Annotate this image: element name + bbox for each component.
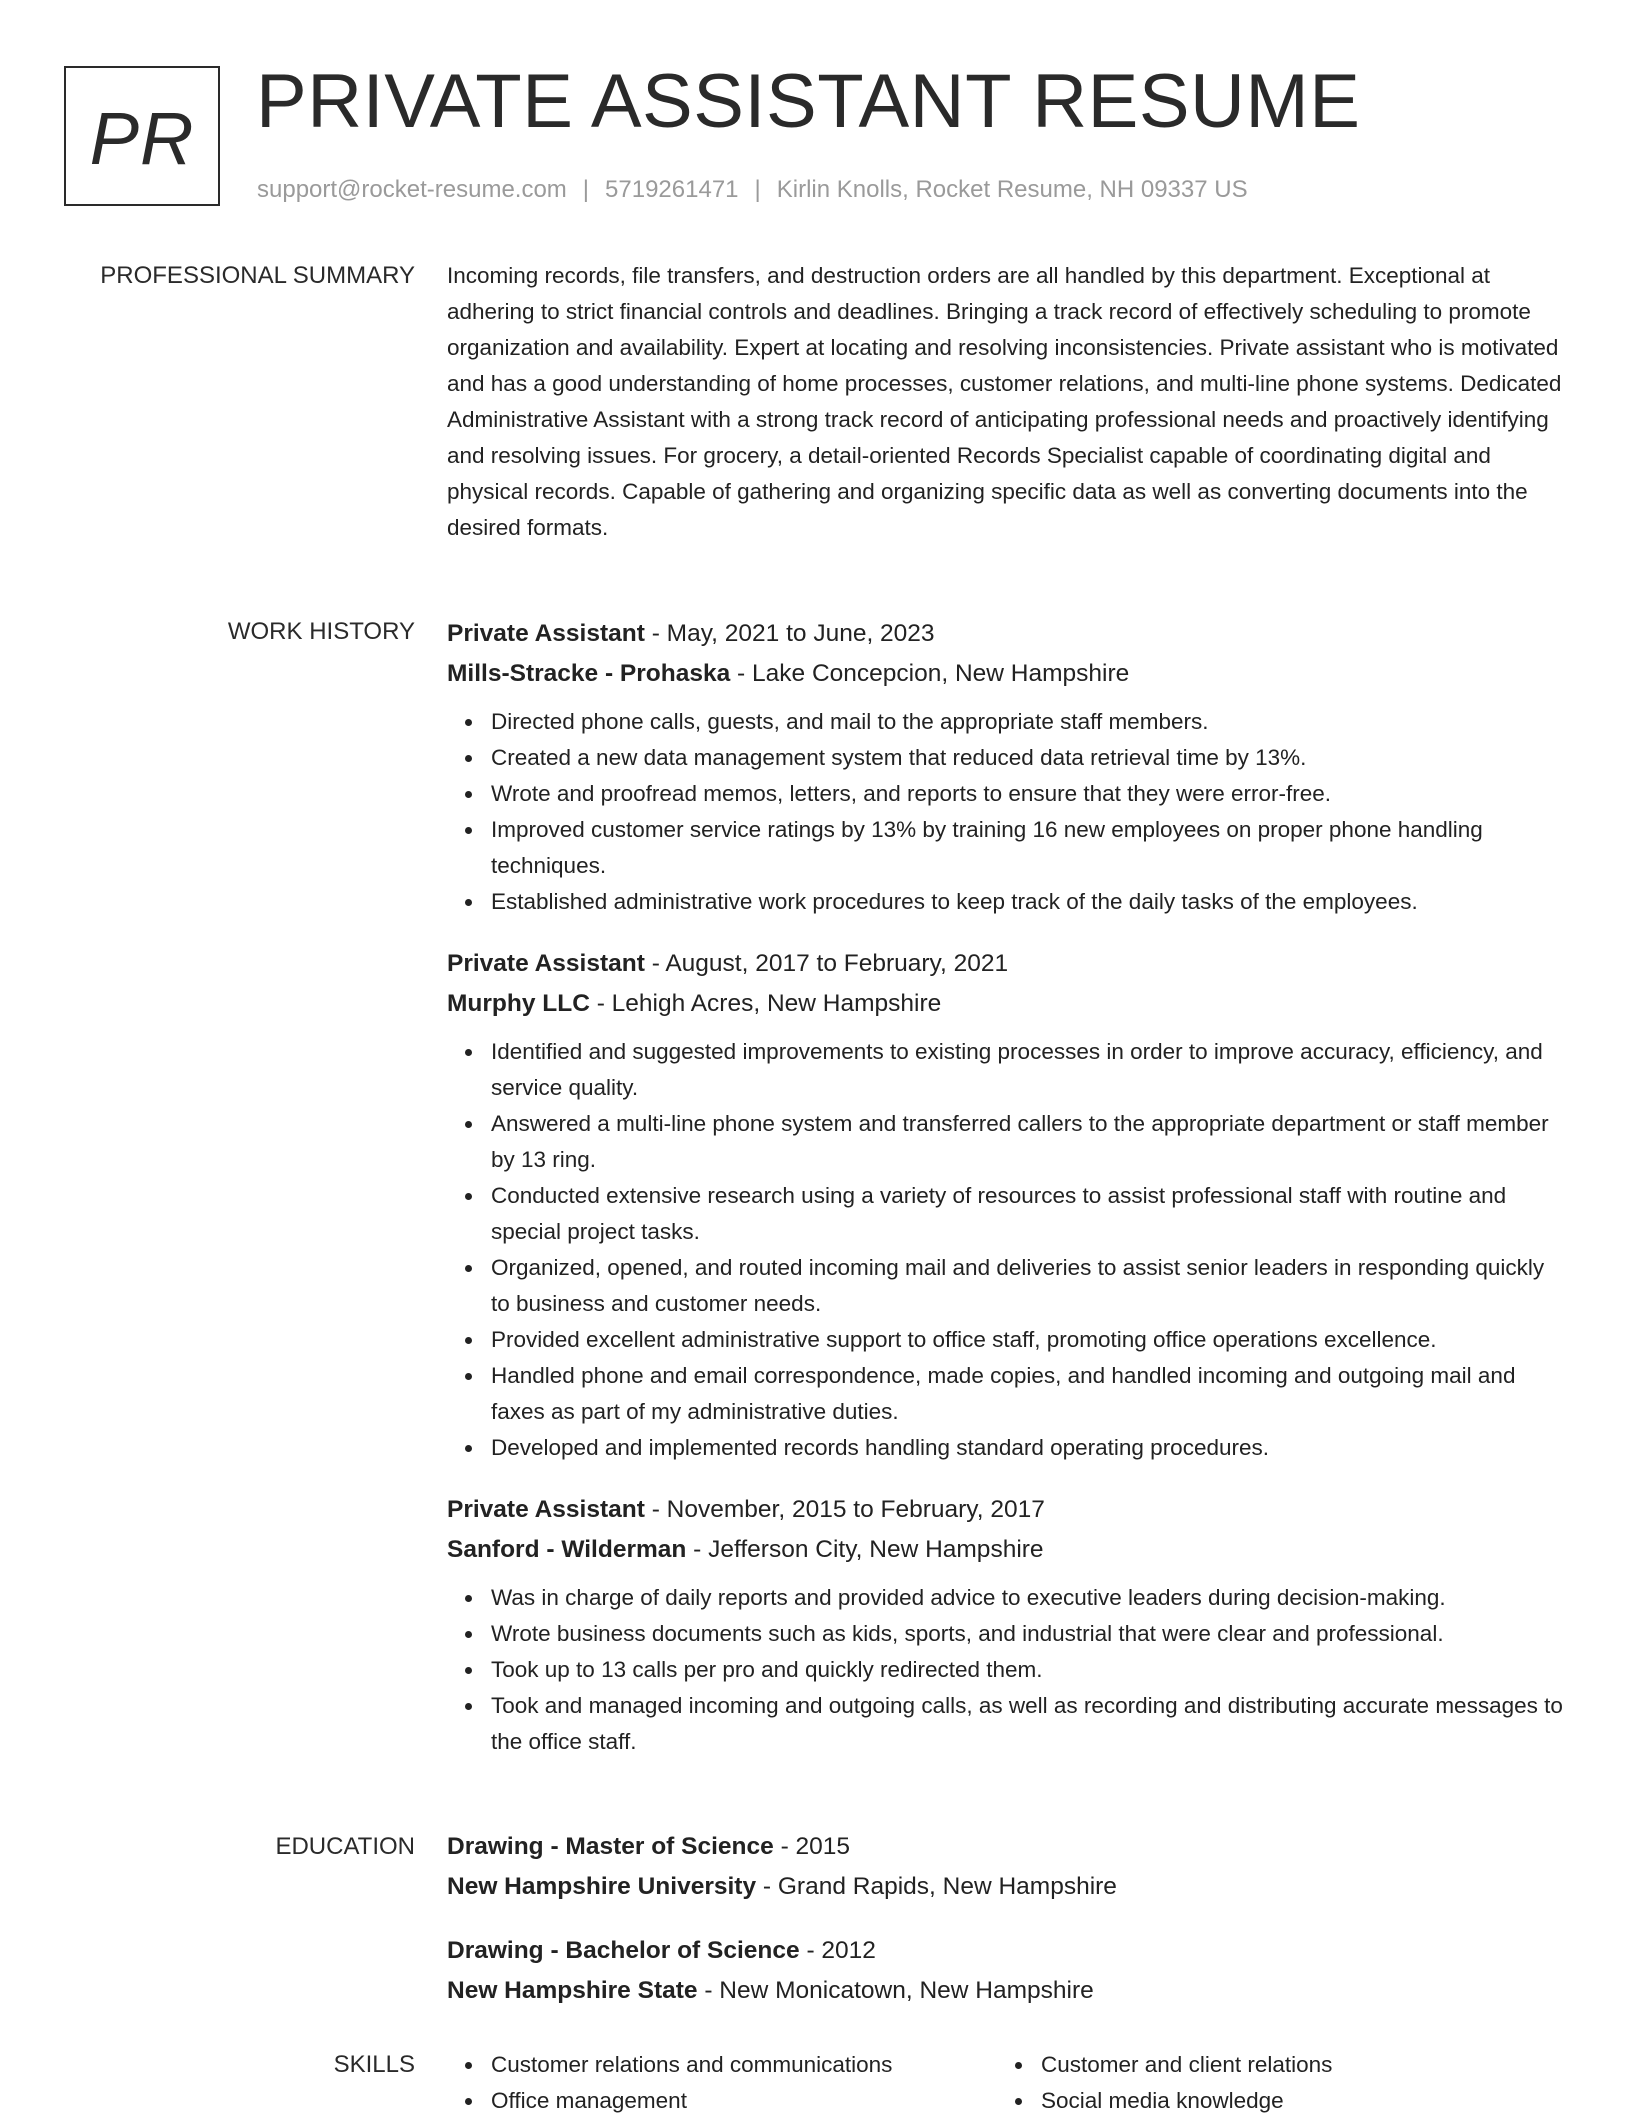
job-bullets: [447, 1580, 1567, 1760]
job-company-line: [447, 984, 1567, 1024]
education-entry: [447, 1827, 1567, 1907]
job-location: - Jefferson City, New Hampshire: [693, 1536, 1044, 1563]
degree-year: - 2012: [806, 1937, 876, 1964]
job-title-line: [447, 614, 1567, 654]
job-title-line: [447, 1490, 1567, 1530]
job-bullet: Was in charge of daily reports and provided advice to executive leaders during decision-making.: [491, 1580, 1567, 1616]
section-label-education: EDUCATION: [275, 1833, 415, 1860]
skill-item: Office management: [491, 2083, 1041, 2119]
school-line: [447, 1971, 1567, 2011]
job-bullets: [447, 1034, 1567, 1466]
job-bullet: Wrote and proofread memos, letters, and reports to ensure that they were error-free.: [491, 776, 1567, 812]
job-bullet: Took up to 13 calls per pro and quickly redirected them.: [491, 1652, 1567, 1688]
monogram-initials: PR: [89, 96, 195, 180]
job-entry: [447, 1490, 1567, 1760]
job-company: Murphy LLC: [447, 990, 590, 1017]
summary-text: Incoming records, file transfers, and destruction orders are all handled by this department. Exceptional at adhering to strict financial controls and deadlines. Bringing a track record of effectively scheduling to promote organization and availability. Expert at locating and resolving inconsistencies. Private assistant who is motivated and has a good understanding of home processes, customer relations, and multi-line phone systems. Dedicated Administrative Assistant with a strong track record of anticipating professional needs and proactively identifying and resolving issues. For grocery, a detail-oriented Records Specialist capable of coordinating digital and physical records. Capable of gathering and organizing specific data as well as converting documents into the desired formats.: [447, 263, 1562, 540]
job-dates: - November, 2015 to February, 2017: [651, 1496, 1045, 1523]
job-title-line: [447, 944, 1567, 984]
contact-separator: |: [754, 176, 761, 203]
skill-item: Customer relations and communications: [491, 2047, 1041, 2083]
degree-line: [447, 1931, 1567, 1971]
job-dates: - May, 2021 to June, 2023: [651, 620, 935, 647]
degree-name: Drawing - Bachelor of Science: [447, 1937, 800, 1964]
contact-line: [257, 172, 1248, 208]
section-label-skills: SKILLS: [333, 2051, 415, 2078]
job-title: Private Assistant: [447, 1496, 645, 1523]
school-name: New Hampshire State: [447, 1977, 698, 2004]
section-label-work-history: WORK HISTORY: [227, 618, 415, 645]
school-location: - New Monicatown, New Hampshire: [704, 1977, 1094, 2004]
job-location: - Lake Concepcion, New Hampshire: [737, 660, 1130, 687]
skills-list: [447, 2047, 1567, 2119]
job-bullets: [447, 704, 1567, 920]
job-bullet: Organized, opened, and routed incoming mail and deliveries to assist senior leaders in responding quickly to business and customer needs.: [491, 1250, 1567, 1322]
job-bullet: Developed and implemented records handling standard operating procedures.: [491, 1430, 1567, 1466]
job-entry: [447, 944, 1567, 1466]
skill-item: Customer and client relations: [1041, 2047, 1591, 2083]
education-entry: [447, 1931, 1567, 2011]
job-bullet: Established administrative work procedures to keep track of the daily tasks of the employees.: [491, 884, 1567, 920]
degree-line: [447, 1827, 1567, 1867]
job-bullet: Took and managed incoming and outgoing calls, as well as recording and distributing accurate messages to the office staff.: [491, 1688, 1567, 1760]
contact-phone[interactable]: 5719261471: [605, 176, 739, 203]
school-name: New Hampshire University: [447, 1873, 757, 1900]
school-line: [447, 1867, 1567, 1907]
job-bullet: Wrote business documents such as kids, sports, and industrial that were clear and professional.: [491, 1616, 1567, 1652]
job-bullet: Created a new data management system that reduced data retrieval time by 13%.: [491, 740, 1567, 776]
job-bullet: Conducted extensive research using a variety of resources to assist professional staff with routine and special project tasks.: [491, 1178, 1567, 1250]
job-entry: [447, 614, 1567, 920]
job-company: Sanford - Wilderman: [447, 1536, 687, 1563]
skill-item: Social media knowledge: [1041, 2083, 1591, 2119]
job-dates: - August, 2017 to February, 2021: [651, 950, 1009, 977]
contact-address: Kirlin Knolls, Rocket Resume, NH 09337 US: [776, 176, 1248, 203]
job-company-line: [447, 654, 1567, 694]
contact-email[interactable]: support@rocket-resume.com: [257, 176, 567, 203]
degree-name: Drawing - Master of Science: [447, 1833, 774, 1860]
contact-separator: |: [582, 176, 590, 203]
job-company: Mills-Stracke - Prohaska: [447, 660, 731, 687]
job-bullet: Handled phone and email correspondence, made copies, and handled incoming and outgoing mail and faxes as part of my administrative duties.: [491, 1358, 1567, 1430]
job-title: Private Assistant: [447, 620, 645, 647]
job-bullet: Identified and suggested improvements to existing processes in order to improve accuracy, efficiency, and service quality.: [491, 1034, 1567, 1106]
school-location: - Grand Rapids, New Hampshire: [762, 1873, 1117, 1900]
job-bullet: Directed phone calls, guests, and mail to the appropriate staff members.: [491, 704, 1567, 740]
job-location: - Lehigh Acres, New Hampshire: [596, 990, 942, 1017]
job-title: Private Assistant: [447, 950, 645, 977]
degree-year: - 2015: [780, 1833, 851, 1860]
monogram-badge: [64, 66, 220, 206]
section-label-summary: PROFESSIONAL SUMMARY: [100, 262, 415, 289]
job-company-line: [447, 1530, 1567, 1570]
job-bullet: Provided excellent administrative support to office staff, promoting office operations excellence.: [491, 1322, 1567, 1358]
job-bullet: Answered a multi-line phone system and transferred callers to the appropriate department or staff member by 13 ring.: [491, 1106, 1567, 1178]
job-bullet: Improved customer service ratings by 13% by training 16 new employees on proper phone handling techniques.: [491, 812, 1567, 884]
resume-title: PRIVATE ASSISTANT RESUME: [256, 59, 1361, 144]
